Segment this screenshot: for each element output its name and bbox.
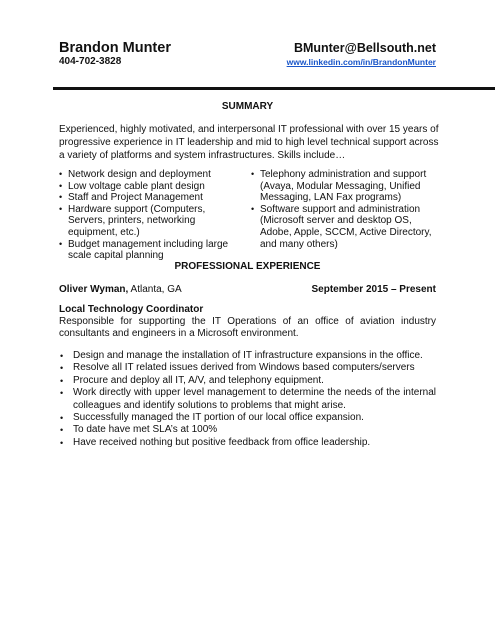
duty-item: • Resolve all IT related issues derived from Windows based computers/servers	[59, 362, 436, 374]
skill-item: • Hardware support (Computers, Servers, printers, networking equipment, etc.)	[59, 204, 244, 239]
duty-item: • Successfully managed the IT portion of our local office expansion.	[59, 412, 436, 424]
skills-list-right	[251, 169, 441, 250]
duty-item: • Design and manage the installation of IT infrastructure expansions in the office.	[59, 350, 436, 362]
skill-item: • Low voltage cable plant design	[59, 181, 244, 193]
job-employer: Oliver Wyman,	[59, 284, 129, 295]
skill-item: • Budget management including large scale capital planning	[59, 239, 244, 262]
skill-item: • Staff and Project Management	[59, 192, 244, 204]
job-description: Responsible for supporting the IT Operations of an office of aviation industry consultants and engineers in a Microsoft environment.	[59, 316, 436, 340]
skill-item: • Telephony administration and support (Avaya, Modular Messaging, Unified Messaging, LAN Fax programs)	[251, 169, 441, 204]
duty-item: • Procure and deploy all IT, A/V, and telephony equipment.	[59, 375, 436, 387]
email-address: BMunter@Bellsouth.net	[293, 41, 436, 55]
job-header	[59, 284, 436, 296]
job-location: Atlanta, GA	[130, 284, 182, 295]
job-title: Local Technology Coordinator	[59, 304, 204, 315]
skill-item: • Network design and deployment	[59, 169, 244, 181]
candidate-name: Brandon Munter	[59, 40, 171, 56]
summary-heading: SUMMARY	[221, 101, 274, 112]
experience-heading: PROFESSIONAL EXPERIENCE	[174, 261, 321, 272]
skill-item: • Software support and administration (Microsoft server and desktop OS, Adobe, Apple, SCCM, Active Directory, and many others)	[251, 204, 441, 250]
phone-number: 404-702-3828	[59, 56, 122, 67]
job-duties-list	[59, 350, 436, 449]
skills-list-left	[59, 169, 244, 262]
duty-item: • Work directly with upper level management to determine the needs of the internal colleagues and identify solutions to problems that might arise.	[59, 387, 436, 412]
linkedin-link[interactable]: www.linkedin.com/in/BrandonMunter	[286, 57, 436, 67]
header-divider	[53, 87, 495, 90]
duty-item: • To date have met SLA’s at 100%	[59, 424, 436, 436]
summary-paragraph: Experienced, highly motivated, and interpersonal IT professional with over 15 years of progressive experience in IT leadership and mid to high level technical support across a variety of platforms and system infrastructures. Skills include…	[59, 124, 439, 161]
duty-item: • Have received nothing but positive feedback from office leadership.	[59, 437, 436, 449]
job-dates: September 2015 – Present	[311, 284, 436, 295]
